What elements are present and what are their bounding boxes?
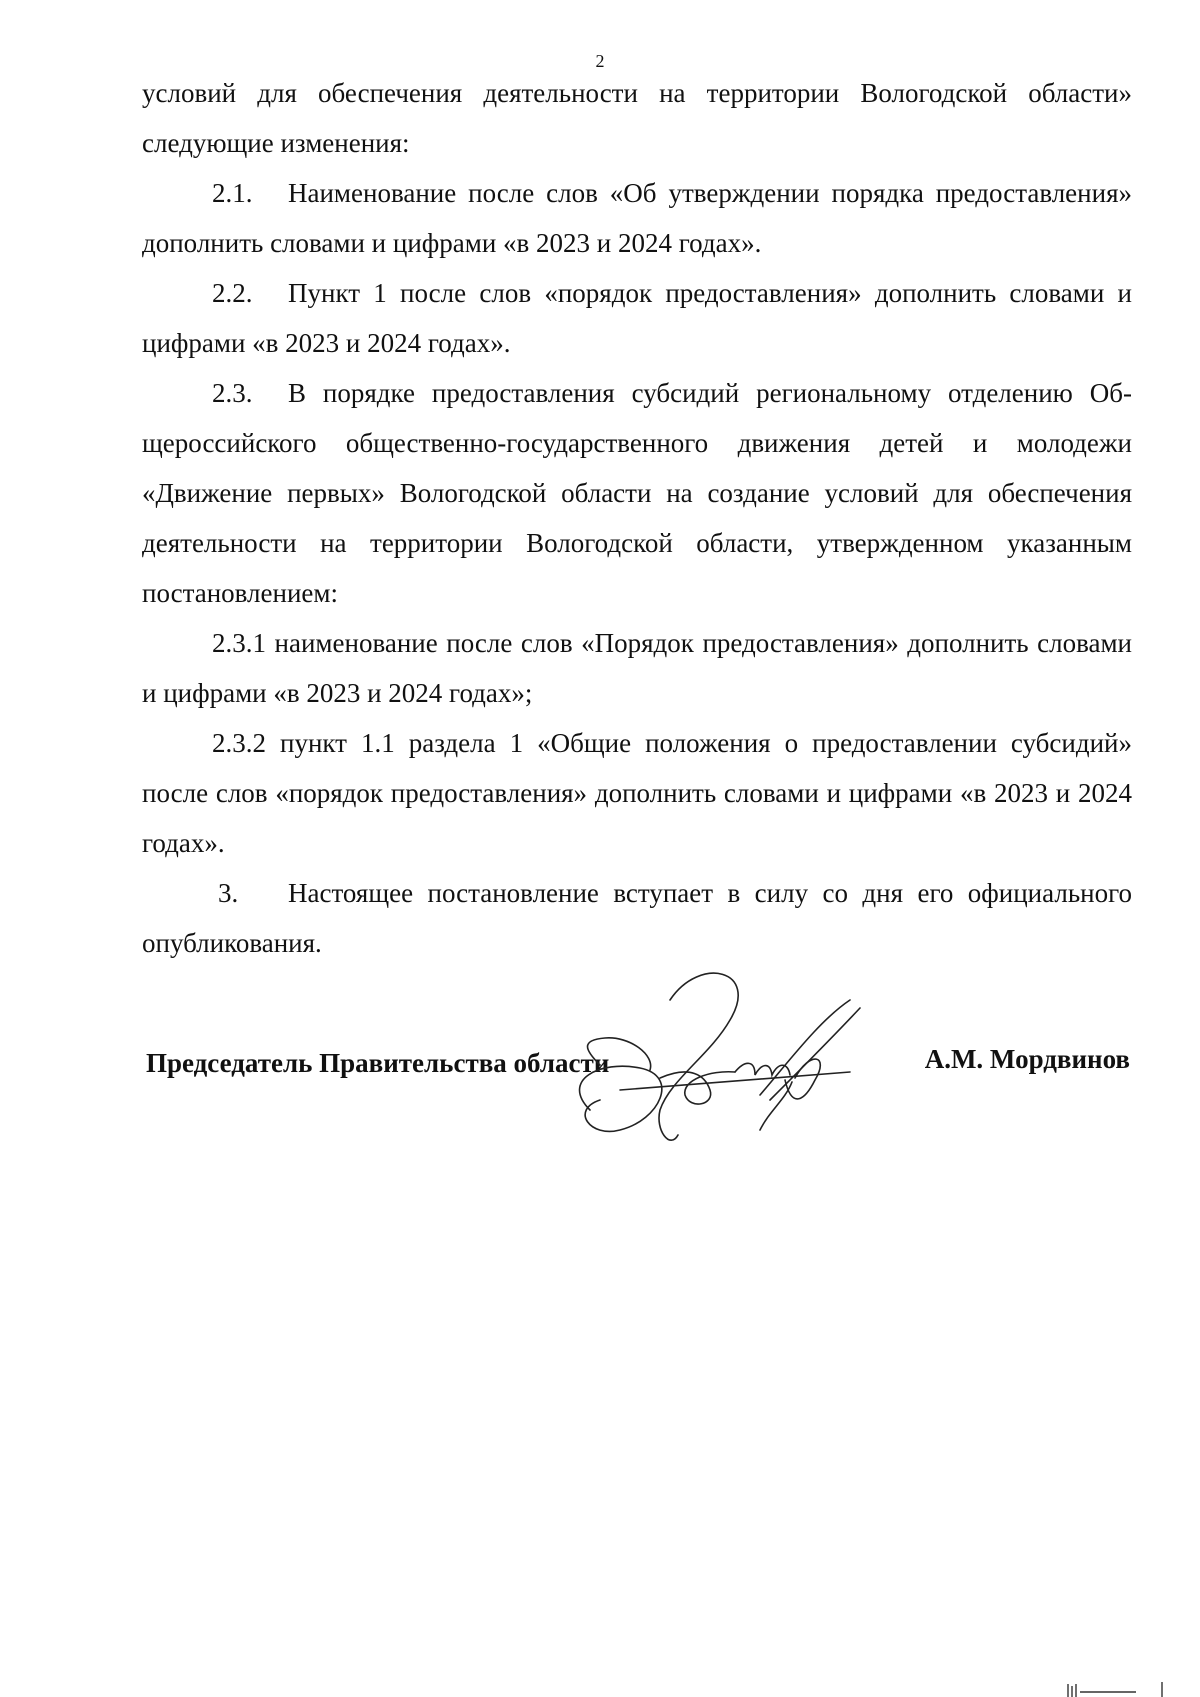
paragraph-2-2 <box>142 268 1132 368</box>
handwritten-signature <box>560 960 960 1170</box>
paragraph-text: В порядке предоставления субсидий региональному отделению Общероссийского общественно-государственного движения детей и молодежи «Движение первых» Вологодской области на создание условий для обеспечения деятельности на территории Вологодской области, утвержденном указанным постановлением: <box>142 378 1132 608</box>
item-number: 2.3. <box>212 378 253 408</box>
paragraph-text: Пункт 1 после слов «порядок предоставления» дополнить словами и цифрами «в 2023 и 2024 годах». <box>142 278 1132 358</box>
paragraph-2-1 <box>142 168 1132 268</box>
paragraph-2-3-1: 2.3.1 наименование после слов «Порядок предоставления» дополнить словами и цифрами «в 2023 и 2024 годах»; <box>142 628 1132 708</box>
page-number: 2 <box>595 51 605 71</box>
signatory-name: А.М. Мордвинов <box>924 1044 1130 1074</box>
scan-marks <box>1066 1678 1176 1697</box>
item-number: 3. <box>218 878 239 908</box>
paragraph-text: Настоящее постановление вступает в силу со дня его официального опубликования. <box>142 878 1132 958</box>
paragraph-3 <box>142 868 1132 968</box>
document-body <box>142 68 1132 968</box>
paragraph-2-3 <box>142 368 1132 618</box>
paragraph-text: Наименование после слов «Об утверждении порядка предоставления» дополнить словами и цифрами «в 2023 и 2024 годах». <box>142 178 1132 258</box>
signatory-title: Председатель Правительства области <box>146 1048 610 1078</box>
paragraph-2-3-2: 2.3.2 пункт 1.1 раздела 1 «Общие положения о предоставлении субсидий» после слов «порядок предоставления» дополнить словами и цифрами «в 2023 и 2024 годах». <box>142 728 1132 858</box>
item-number: 2.1. <box>212 178 253 208</box>
item-number: 2.2. <box>212 278 253 308</box>
paragraph-continuation: условий для обеспечения деятельности на территории Вологодской области» следующие изменения: <box>142 78 1132 158</box>
